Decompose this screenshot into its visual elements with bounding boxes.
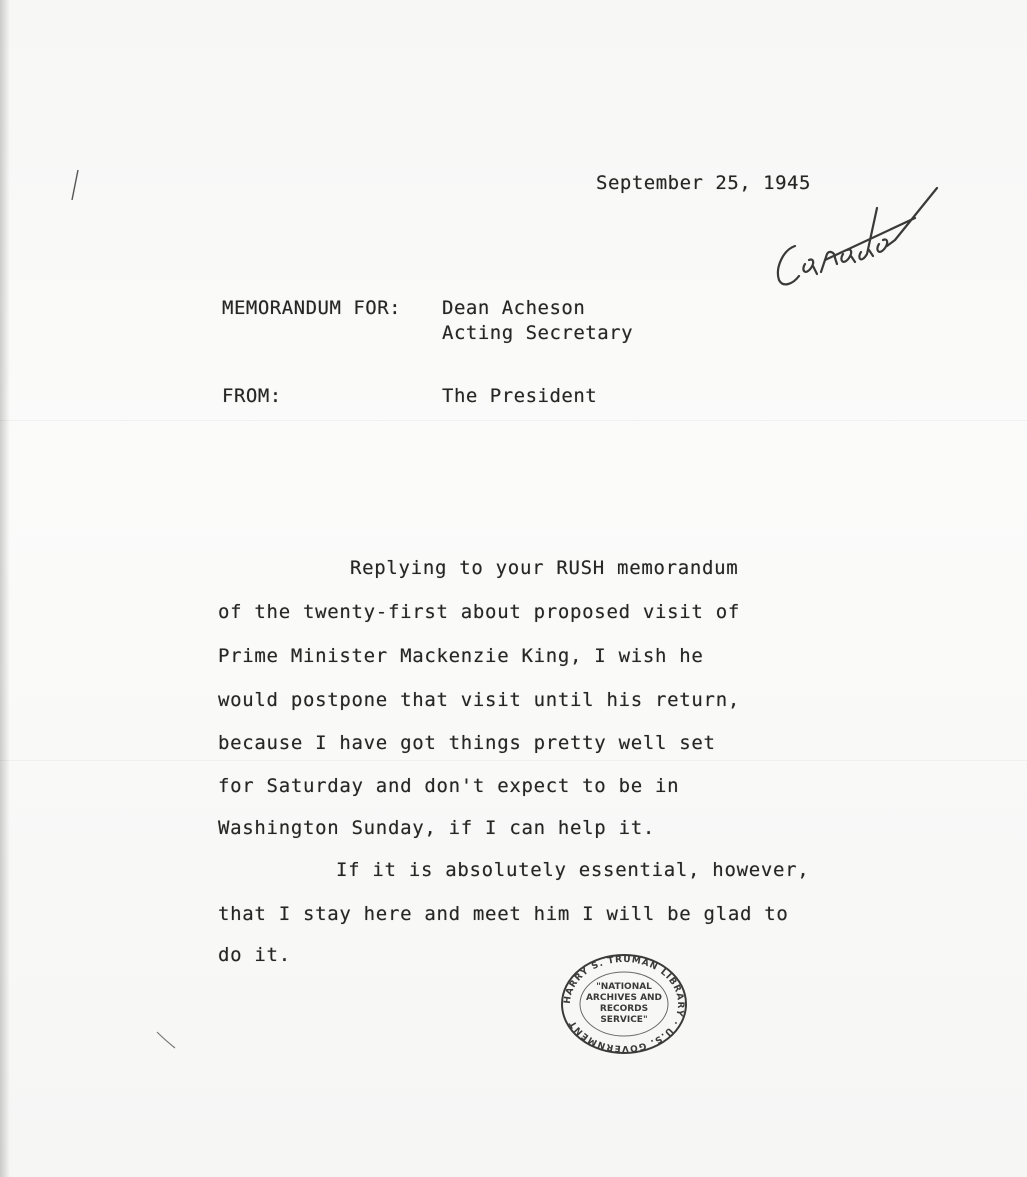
stamp-center-line: RECORDS	[599, 1004, 649, 1014]
handwritten-canada-annotation	[765, 168, 945, 298]
stamp-center-line: ARCHIVES AND	[585, 993, 663, 1003]
stamp-center-line: "NATIONAL	[596, 982, 652, 992]
body-line: for Saturday and don't expect to be in	[218, 775, 680, 797]
body-line: of the twenty-first about proposed visit of	[218, 601, 740, 623]
sender-name: The President	[442, 385, 598, 407]
memo-date: September 25, 1945	[596, 172, 811, 194]
body-line: Prime Minister Mackenzie King, I wish he	[218, 645, 704, 667]
paper-crease	[0, 760, 1027, 761]
margin-pen-mark	[68, 168, 82, 202]
body-line: Replying to your RUSH memorandum	[350, 557, 739, 579]
body-line: that I stay here and meet him I will be glad to	[218, 903, 789, 925]
stamp-center-line: SERVICE"	[600, 1015, 648, 1025]
memorandum-for-label: MEMORANDUM FOR:	[222, 297, 402, 319]
stamp-ring-text: HARRY S. TRUMAN LIBRARY · U.S. GOVERNMENT	[562, 954, 686, 1054]
margin-pen-mark	[155, 1030, 177, 1050]
body-line: because I have got things pretty well set	[218, 732, 716, 754]
recipient-title: Acting Secretary	[442, 322, 634, 344]
body-line: do it.	[218, 944, 291, 966]
body-line: would postpone that visit until his return,	[218, 689, 740, 711]
body-line: Washington Sunday, if I can help it.	[218, 817, 656, 839]
from-label: FROM:	[222, 385, 282, 407]
body-line: If it is absolutely essential, however,	[336, 859, 810, 881]
recipient-name: Dean Acheson	[442, 297, 586, 319]
paper-crease	[0, 420, 1027, 421]
paper-edge-shadow	[0, 0, 10, 1177]
archives-stamp	[558, 952, 690, 1056]
